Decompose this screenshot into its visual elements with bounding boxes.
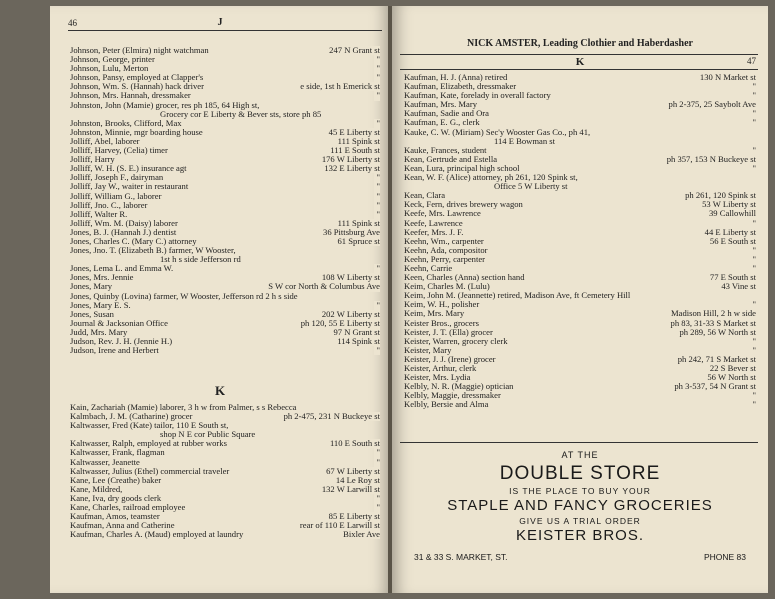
entry-name: Kalmbach, J. M. (Catharine) grocer <box>70 412 193 422</box>
directory-entry <box>70 82 380 91</box>
entry-name: Keefer, Mrs. J. F. <box>404 227 464 237</box>
entry-address: 114 Spink st <box>337 337 380 346</box>
directory-entry <box>70 182 380 191</box>
entry-name: Office 5 W Liberty st <box>494 182 568 192</box>
entry-name: Kean, Clara <box>404 191 446 201</box>
directory-entry <box>70 346 380 355</box>
directory-entry <box>70 273 380 282</box>
section-letter-k-right: K <box>575 56 585 68</box>
entry-address: 14 Le Roy st <box>335 475 380 485</box>
entry-name: Journal & Jacksonian Office <box>70 318 168 328</box>
entry-address: 44 E Liberty st <box>704 227 756 237</box>
directory-entry <box>70 292 380 301</box>
directory-entry <box>70 164 380 173</box>
directory-entry <box>70 319 380 328</box>
entry-name: Jolliff, William G., laborer <box>70 191 162 201</box>
entry-name: Kelbly, Bersie and Alma <box>404 400 489 410</box>
entry-address: ph 120, 55 E Liberty st <box>300 318 380 328</box>
entry-name: Grocery cor E Liberty & Bever sts, store ph 85 <box>160 109 322 119</box>
entry-address: 108 W Liberty st <box>321 273 380 283</box>
directory-entry <box>404 264 756 273</box>
entry-name: Jones, Quinby (Lovina) farmer, W Wooster, Jefferson rd 2 h s side <box>70 291 298 301</box>
entry-name: Kane, Charles, railroad employee <box>70 503 186 513</box>
entry-address: " <box>376 182 380 192</box>
directory-entry <box>404 73 756 82</box>
entry-name: Kelbly, Maggie, dressmaker <box>404 391 501 401</box>
entry-address: Madison Hill, 2 h w side <box>671 309 756 319</box>
entry-name: Keister, Warren, grocery clerk <box>404 336 508 346</box>
entry-address: " <box>376 200 380 210</box>
entry-name: Keefe, Lawrence <box>404 218 463 228</box>
directory-entry <box>404 209 756 218</box>
entry-address: ph 289, 56 W North st <box>679 327 756 337</box>
entry-name: Kaltwasser, Fred (Kate) tailor, 110 E South st, <box>70 421 229 431</box>
entry-name: Johnson, Lulu, Merton <box>70 64 149 74</box>
directory-entry <box>70 430 380 439</box>
entry-name: Kane, Mildred, <box>70 484 123 494</box>
entry-name: Kaufman, Anna and Catherine <box>70 521 175 531</box>
directory-entry <box>70 119 380 128</box>
entry-address: " <box>376 64 380 74</box>
entry-address: 56 W North st <box>707 373 756 383</box>
entry-name: 114 E Bowman st <box>494 136 556 146</box>
directory-entry <box>70 310 380 319</box>
entry-address: ph 242, 71 S Market st <box>677 354 756 364</box>
entry-address: 22 S Bever st <box>709 364 756 373</box>
entry-address: 111 E South st <box>330 146 380 156</box>
directory-entry <box>70 412 380 421</box>
directory-entry <box>70 173 380 182</box>
entry-address: ph 357, 153 N Buckeye st <box>666 154 756 164</box>
directory-entry <box>404 337 756 346</box>
entry-address: 77 E South st <box>709 273 756 283</box>
directory-entry <box>70 337 380 346</box>
entry-name: Johnston, Minnie, mgr boarding house <box>70 127 203 137</box>
entry-name: Keehn, Ada, compositor <box>404 245 488 255</box>
directory-entry <box>404 364 756 373</box>
entry-address: " <box>376 457 380 467</box>
entry-name: Kaltwasser, Julius (Ethel) commercial traveler <box>70 466 230 476</box>
directory-entry <box>70 110 380 119</box>
directory-entry <box>70 282 380 291</box>
entry-name: Keim, Charles M. (Lulu) <box>404 282 490 292</box>
directory-entry <box>70 101 380 110</box>
entry-name: Kean, Gertrude and Estella <box>404 154 498 164</box>
running-head-right: NICK AMSTER, Leading Clothier and Haberdasher <box>467 38 693 49</box>
entry-address: " <box>376 209 380 219</box>
directory-entry <box>70 73 380 82</box>
entry-name: Kean, Lura, principal high school <box>404 163 520 173</box>
directory-entry <box>404 273 756 282</box>
directory-entry <box>70 503 380 512</box>
entry-name: Jolliff, Joseph F., dairyman <box>70 173 164 183</box>
entry-address: " <box>752 109 756 119</box>
entry-name: Kaltwasser, Frank, flagman <box>70 448 165 458</box>
entry-address: 111 Spink st <box>337 218 380 228</box>
directory-entry <box>404 282 756 291</box>
entry-name: Johnson, George, printer <box>70 55 155 65</box>
entry-address: " <box>376 191 380 201</box>
entry-address: 111 Spink st <box>337 136 380 146</box>
entry-address: " <box>376 73 380 83</box>
entry-name: shop N E cor Public Square <box>160 430 256 440</box>
entry-address: " <box>752 345 756 355</box>
entry-name: Johnston, Brooks, Clifford, Max <box>70 118 182 128</box>
entry-address: 97 N Grant st <box>333 327 380 337</box>
directory-entry <box>404 328 756 337</box>
right-page <box>392 6 768 593</box>
directory-entry <box>404 200 756 209</box>
directory-entry <box>70 192 380 201</box>
entry-address: 132 E Liberty st <box>324 164 380 174</box>
entry-name: Jones, Lema L. and Emma W. <box>70 264 174 274</box>
entry-address: " <box>376 448 380 458</box>
entry-name: Jolliff, Wm. M. (Daisy) laborer <box>70 218 178 228</box>
entry-address: " <box>376 173 380 183</box>
entry-name: 1st h s side Jefferson rd <box>160 255 241 265</box>
entry-name: Keehn, Carrie <box>404 263 453 273</box>
entry-name: Kaufman, H. J. (Anna) retired <box>404 73 508 82</box>
ad-line-at-the: AT THE <box>561 450 599 460</box>
entry-address: 202 W Liberty st <box>321 309 380 319</box>
entry-name: Jolliff, Walter R. <box>70 209 128 219</box>
entry-name: Jolliff, Jay W., waiter in restaurant <box>70 182 189 192</box>
entry-address: ph 3-537, 54 N Grant st <box>674 382 756 392</box>
directory-entry <box>70 228 380 237</box>
directory-entry <box>70 458 380 467</box>
entry-name: Kelbly, N. R. (Maggie) optician <box>404 382 514 392</box>
entry-name: Johnson, Wm. S. (Hannah) hack driver <box>70 82 204 92</box>
entry-address: 56 E South st <box>709 236 756 246</box>
entry-name: Keister Bros., grocers <box>404 318 479 328</box>
directory-entry <box>70 301 380 310</box>
directory-entry <box>70 255 380 264</box>
entry-address: " <box>376 346 380 356</box>
header-rule-right <box>400 54 758 55</box>
directory-entry <box>404 391 756 400</box>
ad-top-rule <box>400 442 758 443</box>
entry-name: Kaufman, Kate, forelady in overall factory <box>404 91 551 101</box>
entry-name: Kaufman, Sadie and Ora <box>404 109 489 119</box>
directory-entry <box>70 264 380 273</box>
directory-entry <box>404 291 756 300</box>
directory-entry <box>404 164 756 173</box>
directory-entry <box>70 476 380 485</box>
entry-address: e side, 1st h Emerick st <box>300 82 380 92</box>
directory-entry <box>70 146 380 155</box>
directory-entry <box>70 155 380 164</box>
entry-name: Jolliff, W. H. (S. E.) insurance agt <box>70 164 187 174</box>
entry-address: " <box>376 300 380 310</box>
directory-entry <box>404 400 756 409</box>
directory-entry <box>70 448 380 457</box>
entry-name: Jones, Mary <box>70 282 113 292</box>
directory-entry <box>70 512 380 521</box>
entry-address: " <box>752 300 756 310</box>
directory-entry <box>404 373 756 382</box>
entry-address: S W cor North & Columbus Ave <box>268 282 380 292</box>
double-store-advertisement <box>400 450 760 562</box>
entry-list-k-left <box>70 403 380 539</box>
directory-entry <box>70 219 380 228</box>
directory-entry <box>70 55 380 64</box>
entry-address: 39 Callowhill <box>708 209 756 219</box>
entry-address: 132 W Larwill st <box>321 484 380 494</box>
entry-address: 45 E Liberty st <box>328 127 380 137</box>
entry-address: ph 2-475, 231 N Buckeye st <box>283 412 380 422</box>
entry-name: Kaufman, E. G., clerk <box>404 118 480 128</box>
entry-address: 67 W Liberty st <box>326 466 380 476</box>
entry-name: Keister, Arthur, clerk <box>404 364 477 373</box>
entry-name: Judson, Rev. J. H. (Jennie H.) <box>70 337 173 346</box>
entry-name: Kain, Zachariah (Mamie) laborer, 3 h w from Palmer, s s Rebecca <box>70 403 297 412</box>
directory-entry <box>70 494 380 503</box>
entry-name: Jolliff, Abel, laborer <box>70 136 140 146</box>
entry-name: Jones, Susan <box>70 309 114 319</box>
directory-entry <box>404 91 756 100</box>
entry-name: Judson, Irene and Herbert <box>70 346 159 356</box>
entry-name: Kane, Iva, dry goods clerk <box>70 493 162 503</box>
entry-name: Jolliff, Harry <box>70 155 115 165</box>
ad-line-keister-bros: KEISTER BROS. <box>515 527 645 544</box>
running-head-left: J <box>217 17 223 28</box>
entry-name: Keehn, Wm., carpenter <box>404 236 484 246</box>
entry-name: Keim, W. H., polisher <box>404 300 480 310</box>
entry-address: 176 W Liberty st <box>321 155 380 165</box>
entry-address: Bixler Ave <box>343 530 380 540</box>
entry-name: Jones, Charles C. (Mary C.) attorney <box>70 236 197 246</box>
entry-name: Jolliff, Harvey, (Celia) timer <box>70 146 168 156</box>
page-number-right: 47 <box>747 56 756 66</box>
entry-address: 85 E Liberty st <box>328 512 380 522</box>
entry-address: " <box>752 336 756 346</box>
directory-entry <box>70 210 380 219</box>
directory-entry <box>70 64 380 73</box>
directory-entry <box>70 246 380 255</box>
ad-footer <box>400 546 760 562</box>
entry-name: Johnson, Mrs. Hannah, dressmaker <box>70 91 191 101</box>
entry-address: rear of 110 E Larwill st <box>299 521 380 531</box>
directory-entry <box>404 355 756 364</box>
directory-entry <box>404 219 756 228</box>
entry-address: " <box>376 118 380 128</box>
directory-entry <box>70 421 380 430</box>
ad-phone: PHONE 83 <box>703 552 746 562</box>
entry-name: Kaufman, Mrs. Mary <box>404 100 478 110</box>
page-number-left: 46 <box>68 18 77 28</box>
entry-name: Keim, John M. (Jeannette) retired, Madison Ave, ft Cemetery Hill <box>404 291 631 301</box>
entry-name: Kaufman, Amos, teamster <box>70 512 160 522</box>
entry-address: ph 2-375, 25 Saybolt Ave <box>668 100 756 110</box>
entry-name: Kane, Lee (Creathe) baker <box>70 475 162 485</box>
directory-entry <box>404 82 756 91</box>
entry-address: " <box>376 503 380 513</box>
entry-address: " <box>752 82 756 92</box>
directory-entry <box>404 255 756 264</box>
ad-line-place-to-buy: IS THE PLACE TO BUY YOUR <box>509 486 651 496</box>
entry-address: 43 Vine st <box>721 282 756 292</box>
entry-name: Judd, Mrs. Mary <box>70 327 128 337</box>
directory-entry <box>404 109 756 118</box>
entry-name: Keehn, Perry, carpenter <box>404 254 486 264</box>
directory-entry <box>404 182 756 191</box>
directory-entry <box>70 128 380 137</box>
entry-address: " <box>752 254 756 264</box>
directory-entry <box>70 403 380 412</box>
directory-entry <box>404 100 756 109</box>
entry-address: " <box>376 91 380 101</box>
entry-address: ph 261, 120 Spink st <box>685 191 756 201</box>
directory-entry <box>404 146 756 155</box>
header-rule-left <box>68 30 382 31</box>
entry-address: " <box>752 245 756 255</box>
entry-address: 247 N Grant st <box>329 46 380 55</box>
entry-address: 53 W Liberty st <box>702 200 756 210</box>
entry-name: Keister, J. J. (Irene) grocer <box>404 354 496 364</box>
section-letter-k-left: K <box>214 383 226 398</box>
directory-entry <box>70 137 380 146</box>
entry-address: " <box>752 391 756 401</box>
entry-address: 61 Spruce st <box>337 236 380 246</box>
entry-address: " <box>752 218 756 228</box>
entry-list-j <box>70 46 380 355</box>
directory-entry <box>404 237 756 246</box>
entry-name: Keister, J. T. (Ella) grocer <box>404 327 493 337</box>
entry-name: Keck, Fern, drives brewery wagon <box>404 200 523 210</box>
directory-entry <box>404 155 756 164</box>
directory-entry <box>404 191 756 200</box>
entry-name: Kean, W. F. (Alice) attorney, ph 261, 120 Spink st, <box>404 173 578 183</box>
entry-name: Kaltwasser, Jeanette <box>70 457 140 467</box>
directory-entry <box>404 128 756 137</box>
directory-entry <box>70 439 380 448</box>
directory-entry <box>404 137 756 146</box>
entry-address: " <box>376 493 380 503</box>
entry-name: Keen, Charles (Anna) section hand <box>404 273 525 283</box>
entry-name: Kaltwasser, Ralph, employed at rubber works <box>70 439 227 449</box>
directory-entry <box>70 201 380 210</box>
entry-name: Keim, Mrs. Mary <box>404 309 465 319</box>
entry-address: " <box>752 163 756 173</box>
entry-address: 130 N Market st <box>699 73 756 82</box>
entry-address: 36 Pittsburg Ave <box>323 227 380 237</box>
directory-entry <box>70 521 380 530</box>
entry-name: Keefe, Mrs. Lawrence <box>404 209 481 219</box>
subheader-rule-right <box>400 69 758 70</box>
ad-line-double-store: DOUBLE STORE <box>499 463 661 484</box>
entry-name: Jones, Jno. T. (Elizabeth B.) farmer, W Wooster, <box>70 246 236 256</box>
directory-entry <box>404 173 756 182</box>
directory-entry <box>404 346 756 355</box>
directory-entry <box>70 467 380 476</box>
ad-line-trial-order: GIVE US A TRIAL ORDER <box>519 516 641 526</box>
ad-line-groceries: STAPLE AND FANCY GROCERIES <box>447 497 713 514</box>
directory-entry <box>404 228 756 237</box>
entry-address: " <box>376 55 380 65</box>
directory-entry <box>404 309 756 318</box>
entry-name: Kaufman, Charles A. (Maud) employed at laundry <box>70 530 244 540</box>
entry-name: Johnston, John (Mamie) grocer, res ph 185, 64 High st, <box>70 100 260 110</box>
entry-name: Keister, Mary <box>404 345 452 355</box>
entry-name: Kauke, C. W. (Miriam) Sec'y Wooster Gas Co., ph 41, <box>404 127 591 137</box>
entry-address: 110 E South st <box>329 439 380 449</box>
entry-address: " <box>752 118 756 128</box>
left-page <box>50 6 390 593</box>
directory-entry <box>404 246 756 255</box>
entry-address: " <box>752 145 756 155</box>
directory-entry <box>404 382 756 391</box>
entry-address: " <box>752 263 756 273</box>
entry-name: Jones, Mary E. S. <box>70 300 131 310</box>
entry-list-k-right <box>404 73 756 409</box>
entry-name: Jones, Mrs. Jennie <box>70 273 134 283</box>
directory-entry <box>404 300 756 309</box>
entry-address: " <box>752 400 756 410</box>
entry-name: Jones, B. J. (Hannah J.) dentist <box>70 227 177 237</box>
directory-entry <box>70 328 380 337</box>
entry-name: Kaufman, Elizabeth, dressmaker <box>404 82 517 92</box>
entry-address: ph 83, 31-33 S Market st <box>670 318 756 328</box>
entry-name: Keister, Mrs. Lydia <box>404 373 471 383</box>
directory-entry <box>404 319 756 328</box>
directory-entry <box>70 46 380 55</box>
directory-entry <box>404 118 756 127</box>
directory-entry <box>70 91 380 100</box>
entry-address: " <box>752 91 756 101</box>
entry-name: Jolliff, Jno. C., laborer <box>70 200 148 210</box>
ad-address: 31 & 33 S. MARKET, ST. <box>414 552 508 562</box>
directory-entry <box>70 237 380 246</box>
directory-entry <box>70 530 380 539</box>
entry-name: Johnson, Peter (Elmira) night watchman <box>70 46 209 55</box>
entry-address: " <box>376 264 380 274</box>
entry-name: Johnson, Pansy, employed at Clapper's <box>70 73 204 83</box>
entry-name: Kauke, Frances, student <box>404 145 487 155</box>
directory-entry <box>70 485 380 494</box>
